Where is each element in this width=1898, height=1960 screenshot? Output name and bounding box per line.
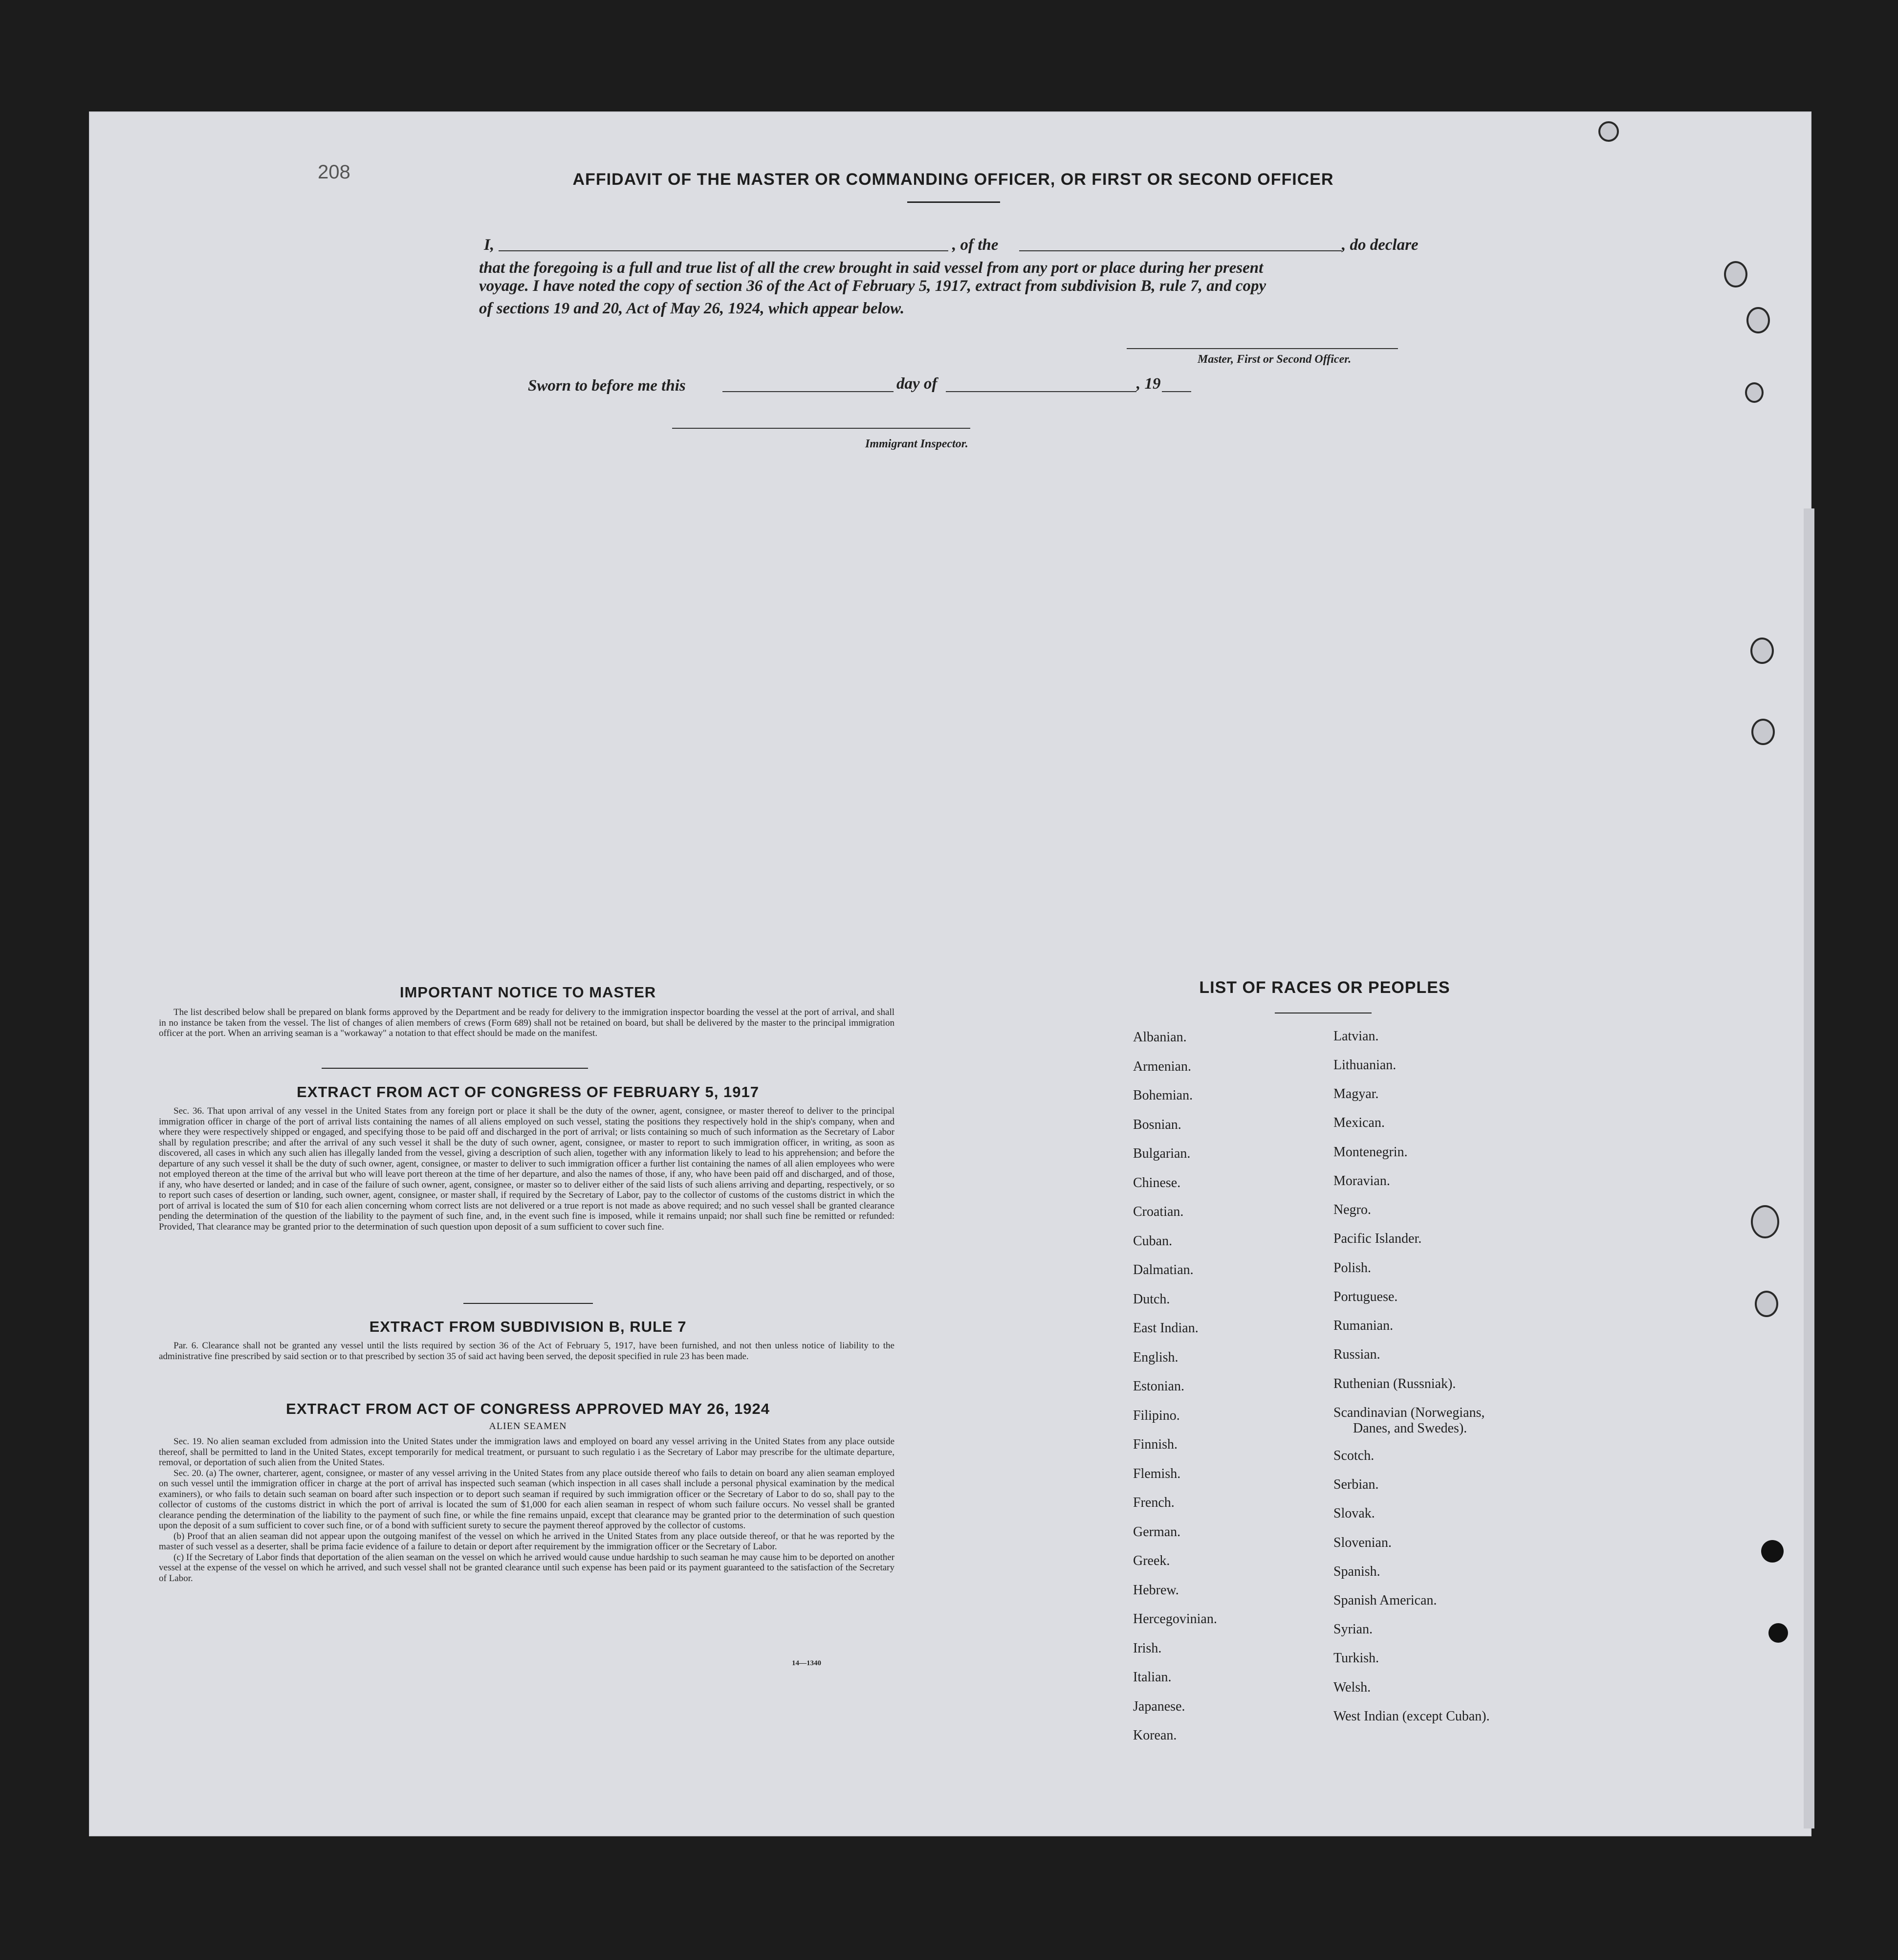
race-item: Japanese. [1133,1698,1185,1714]
page-number: 208 [318,161,350,183]
sec-20c-paragraph: (c) If the Secretary of Labor finds that deportation of the alien seaman on the vessel on which he arrived would cause undue hardship to such seaman he may cause him to be deported on another vessel at the expense of the vessel on which he arrived, and such vessel shall not be granted clearance until such expense has been paid or its payment guaranteed to the satisfaction of the Secretary of Labor. [159,1552,894,1584]
race-item: Magyar. [1333,1086,1379,1101]
affidavit-text-line-3: voyage. I have noted the copy of section 36 of the Act of February 5, 1917, extract from subdivision B, rule 7, and copy [479,277,1266,295]
sec-19-paragraph: Sec. 19. No alien seaman excluded from admission into the United States under the immigration laws and employed on board any vessel arriving in the United States from any place outside thereof, shall be permitted to land in the United States, except temporarily for medical treatment, or pursuant to such regulatio i as the Secretary of Labor may prescribe for the ultimate departure, removal, or deportation of such alien from the United States. [159,1436,894,1468]
race-item: Finnish. [1133,1437,1178,1452]
race-item: Greek. [1133,1553,1170,1568]
race-item: Slovak. [1333,1506,1375,1521]
binder-hole [1724,261,1747,287]
race-item: West Indian (except Cuban). [1333,1709,1490,1724]
affidavit-of-the-label: , of the [952,236,999,254]
race-item: Albanian. [1133,1030,1187,1045]
race-item: German. [1133,1524,1181,1540]
race-item: Hebrew. [1133,1582,1179,1598]
race-item: Syrian. [1333,1622,1373,1637]
sworn-year-line [1162,391,1191,392]
race-item: Irish. [1133,1640,1162,1656]
race-item: Armenian. [1133,1058,1191,1074]
race-item: Scotch. [1333,1448,1374,1463]
extract-1917-title: EXTRACT FROM ACT OF CONGRESS OF FEBRUARY 5, 1917 [297,1083,759,1101]
race-item: Ruthenian (Russniak). [1333,1376,1456,1391]
race-item: Spanish American. [1333,1593,1437,1608]
binder-hole [1751,719,1775,745]
race-item: East Indian. [1133,1321,1199,1336]
inspector-signature-line [672,428,970,429]
race-item: Portuguese. [1333,1289,1398,1304]
binder-hole [1746,307,1770,333]
race-item: Bohemian. [1133,1088,1193,1103]
year-label: , 19 [1136,375,1161,393]
rule7-title: EXTRACT FROM SUBDIVISION B, RULE 7 [369,1318,687,1335]
sworn-label: Sworn to before me this [528,377,686,395]
binder-hole [1750,638,1774,664]
race-item: Dutch. [1133,1291,1170,1307]
race-item: Korean. [1133,1728,1177,1743]
race-item: Italian. [1133,1670,1172,1685]
race-item: Turkish. [1333,1651,1379,1666]
binder-hole [1745,382,1764,403]
race-item: Negro. [1333,1202,1371,1217]
sworn-day-line [722,391,894,392]
affidavit-i-label: I, [484,236,495,254]
form-number: 14—1340 [792,1659,821,1667]
extract-1917-text: Sec. 36. That upon arrival of any vessel in the United States from any foreign port or place it shall be the duty of the owner, agent, consignee, or master thereof to deliver to the principal immigration officer in charge of the port of arrival lists containing the names of all aliens employed on such vessel, stating the positions they respectively hold in the ship's company, when and where they were respectively shipped or engaged, and specifying those to be paid off and discharged in the port of arrival; or lists containing so much of such information as the Secretary of Labor shall by regulation prescribe; and after the arrival of any such vessel it shall be the duty of such owner, agent, consignee, or master to report to such immigration officer, in writing, as soon as discovered, all cases in which any such alien has illegally landed from the vessel, giving a description of such alien, together with any information likely to lead to his apprehension; and before the departure of any such vessel it shall be the duty of such owner, agent, consignee, or master to deliver to such immigration officer a further list containing the names of all alien employees who were not employed thereon at the time of the arrival but who will leave port thereon at the time of her departure, and also the names of those, if any, who have been paid off and discharged, and of those, if any, who have deserted or landed; and in case of the failure of such owner, agent, consignee, or master so to deliver either of the said lists of such aliens arriving and departing, respectively, or so to report such cases of desertion or landing, such owner, agent, consignee, or master shall, if required by the Secretary of Labor, pay to the collector of customs of the customs district in which the port of arrival is located the sum of $10 for each alien concerning whom correct lists are not delivered or a true report is not made as above required; and no such vessel shall be granted clearance pending the determination of the question of the liability to the payment of such fine, and, in the event such fine is imposed, while it remains unpaid; nor shall such fine be remitted or refunded: Provided, That clearance may be granted prior to the determination of such question upon deposit of a sum sufficient to cover such fine. [159,1106,894,1232]
race-item: Flemish. [1133,1466,1181,1481]
race-item: Serbian. [1333,1477,1379,1492]
notice-title: IMPORTANT NOTICE TO MASTER [399,984,656,1001]
extract-1917-rule [463,1303,593,1304]
races-title: LIST OF RACES OR PEOPLES [1199,978,1450,997]
extract-1924-text [159,1436,894,1584]
race-item: Chinese. [1133,1175,1181,1190]
ink-blot [1761,1540,1784,1563]
race-item: English. [1133,1349,1178,1365]
ink-blot [1768,1623,1788,1643]
race-item: Moravian. [1333,1173,1390,1189]
binder-hole [1755,1291,1778,1317]
race-item: French. [1133,1495,1175,1510]
affidavit-title: AFFIDAVIT OF THE MASTER OR COMMANDING OFFICER, OR FIRST OR SECOND OFFICER [572,170,1334,189]
race-item: Scandinavian (Norwegians, [1333,1405,1485,1420]
race-item: Lithuanian. [1333,1057,1396,1073]
binder-hole [1598,121,1619,142]
race-item: Polish. [1333,1260,1372,1276]
sworn-month-line [946,391,1136,392]
race-item: Hercegovinian. [1133,1611,1217,1627]
race-item: Rumanian. [1333,1318,1394,1333]
affidavit-title-rule [907,201,1000,203]
sec-20a-paragraph: Sec. 20. (a) The owner, charterer, agent, consignee, or master of any vessel arriving in the United States from any place outside thereof who fails to detain on board any alien seaman employed on such vessel until the immigration officer in charge at the port of arrival has inspected such seaman (which inspection in all cases shall include a personal physical examination by the medical examiners), or who fails to detain such seaman on board after such inspection or to deport such seaman if required by such immigration officer or the Secretary of Labor to do so, shall pay to the collector of customs of the customs district in which the port of arrival is located the sum of $1,000 for each alien seaman in respect of whom such failure occurs. No vessel shall be granted clearance pending the determination of the liability to the payment of such fine, or while the fine remains unpaid, except that clearance may be granted prior to the determination of such question upon the deposit of a sum sufficient to cover such fine, or of a bond with sufficient surety to secure the payment thereof approved by the collector of customs. [159,1468,894,1531]
extract-1924-title: EXTRACT FROM ACT OF CONGRESS APPROVED MAY 26, 1924 [286,1400,770,1417]
race-item: Montenegrin. [1333,1145,1408,1160]
race-item: Dalmatian. [1133,1262,1194,1277]
race-item: Russian. [1333,1347,1380,1362]
notice-rule [322,1068,588,1069]
race-item: Welsh. [1333,1680,1371,1695]
race-item: Spanish. [1333,1564,1380,1579]
affidavit-text-line-4: of sections 19 and 20, Act of May 26, 1924, which appear below. [479,300,905,317]
race-item: Danes, and Swedes). [1353,1421,1467,1436]
extract-1924-subtitle: ALIEN SEAMEN [489,1421,567,1431]
race-item: Estonian. [1133,1379,1184,1394]
affidavit-vessel-line [1019,250,1342,251]
paper-edge [1804,508,1814,1828]
race-item: Bosnian. [1133,1117,1181,1132]
master-signature-line [1127,348,1398,349]
day-of-label: day of [896,375,938,393]
race-item: Mexican. [1333,1115,1385,1130]
inspector-label: Immigrant Inspector. [865,438,968,450]
rule7-text: Par. 6. Clearance shall not be granted any vessel until the lists required by section 36 of the Act of February 5, 1917, have been furnished, and not then unless notice of liability to the administrative fine prescribed by said section or to that prescribed by section 35 of said act having been served, the deposit specified in rule 23 has been made. [159,1341,894,1362]
binder-hole [1751,1205,1779,1238]
affidavit-declare-label: , do declare [1342,236,1418,254]
notice-text: The list described below shall be prepared on blank forms approved by the Department and be ready for delivery to the immigration inspector boarding the vessel at the port of arrival, and shall in no instance be taken from the vessel. The list of changes of alien members of crews (Form 689) shall not be retained on board, but shall be delivered by the master to the principal immigration officer at the port. When an arriving seaman is a "workaway" a notation to that effect should be made on the manifest. [159,1007,894,1038]
race-item: Croatian. [1133,1204,1184,1219]
race-item: Slovenian. [1333,1535,1392,1550]
master-signature-label: Master, First or Second Officer. [1198,353,1352,366]
sec-20b-paragraph: (b) Proof that an alien seaman did not appear upon the outgoing manifest of the vessel on which he arrived in the United States from any place outside thereof, or that he was reported by the master of such vessel as a deserter, shall be prima facie evidence of a failure to detain or deport after requirement by the immigration officer or the Secretary of Labor. [159,1531,894,1552]
affidavit-text-line-2: that the foregoing is a full and true list of all the crew brought in said vessel from any port or place during her present [479,259,1264,277]
race-item: Bulgarian. [1133,1146,1191,1161]
race-item: Pacific Islander. [1333,1231,1422,1246]
race-item: Filipino. [1133,1408,1180,1423]
race-item: Cuban. [1133,1233,1173,1249]
race-item: Latvian. [1333,1029,1379,1044]
affidavit-name-line [499,250,948,251]
